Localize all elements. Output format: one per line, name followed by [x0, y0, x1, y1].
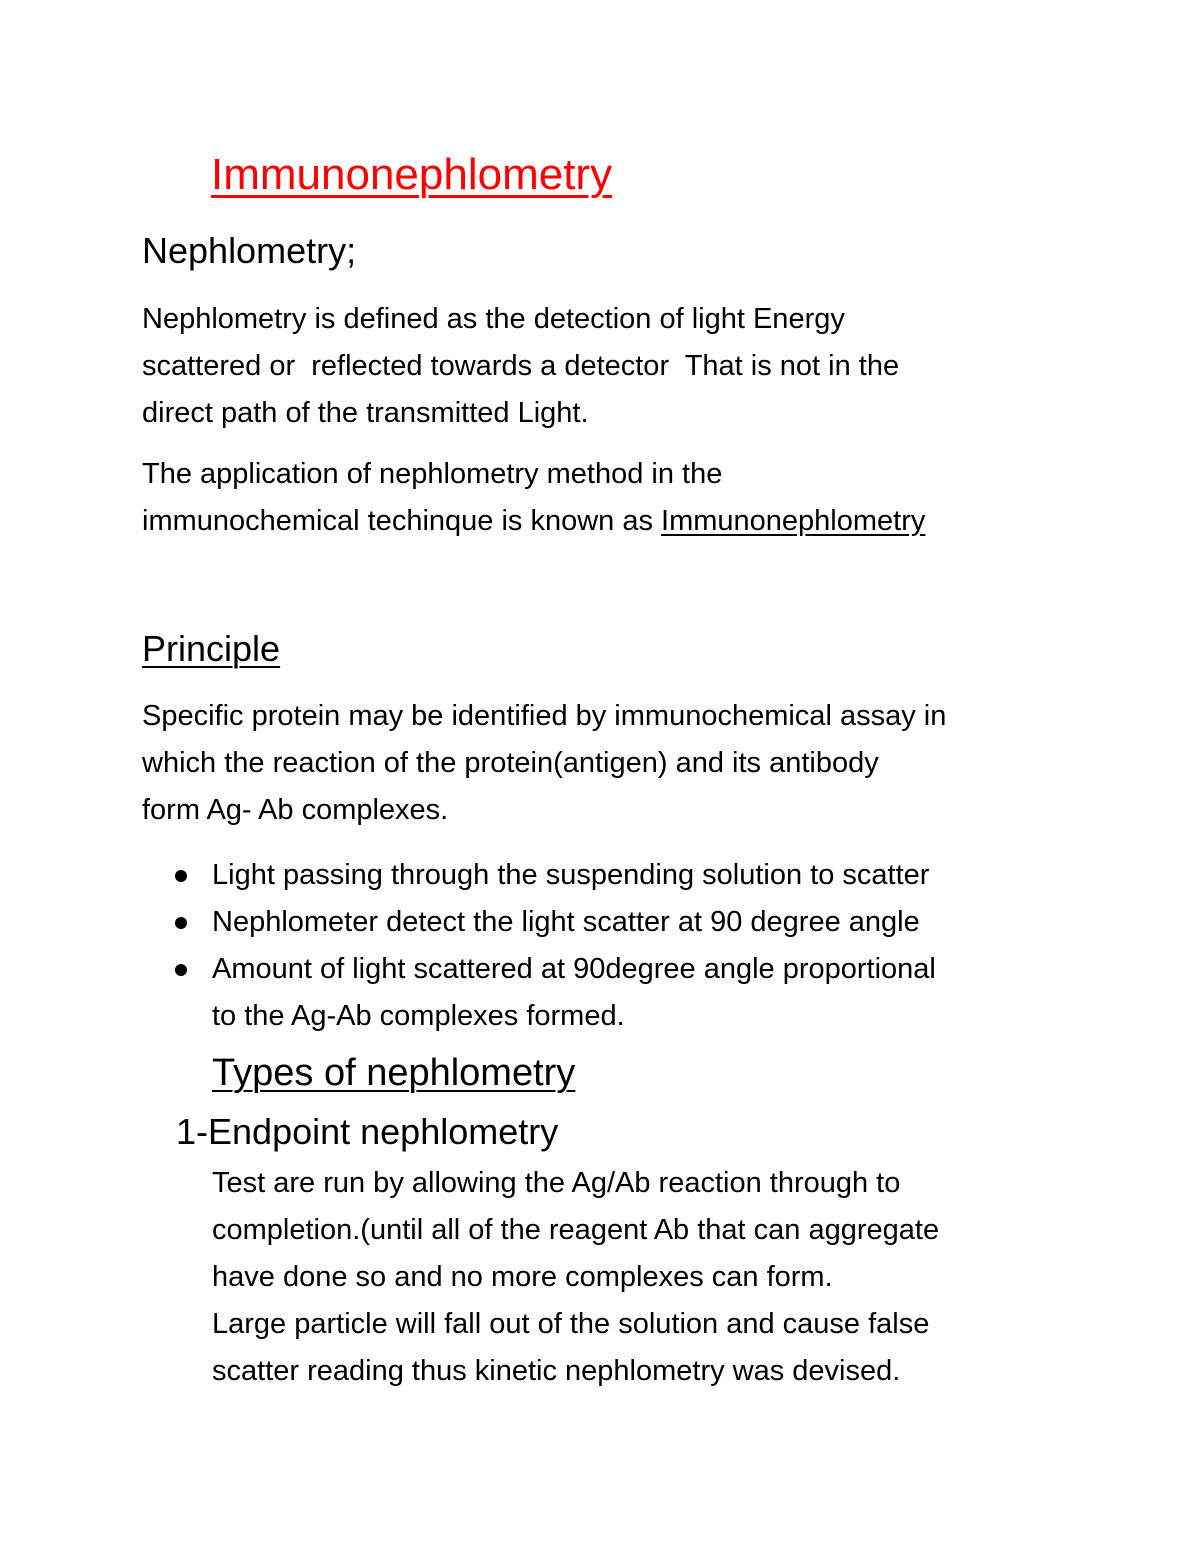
bullet-dot-icon [175, 917, 187, 929]
principle-line: form Ag- Ab complexes. [142, 794, 449, 826]
heading-nephlometry: Nephlometry; [142, 230, 357, 271]
paragraph-definition [142, 296, 899, 437]
endpoint-line: Large particle will fall out of the solution and cause false [212, 1308, 930, 1340]
list-item [142, 946, 936, 1040]
principle-bullet-list [142, 852, 936, 1040]
endpoint-line: Test are run by allowing the Ag/Ab reaction through to [212, 1167, 901, 1199]
paragraph-principle [142, 693, 946, 834]
endpoint-line: completion.(until all of the reagent Ab that can aggregate [212, 1214, 940, 1246]
application-line: The application of nephlometry method in the [142, 458, 723, 490]
paragraph-application [142, 451, 925, 545]
endpoint-line: scatter reading thus kinetic nephlometry was devised. [212, 1355, 901, 1387]
bullet-text: Nephlometer detect the light scatter at 90 degree angle [212, 906, 920, 938]
heading-principle: Principle [142, 628, 281, 669]
principle-line: which the reaction of the protein(antigen) and its antibody [142, 747, 879, 779]
definition-line: scattered or reflected towards a detector That is not in the [142, 350, 900, 382]
definition-line: Nephlometry is defined as the detection of light Energy [142, 303, 845, 335]
application-term: Immunonephlometry [661, 505, 926, 537]
list-item [142, 852, 936, 899]
bullet-text: to the Ag-Ab complexes formed. [212, 1000, 625, 1032]
bullet-text: Light passing through the suspending solution to scatter [212, 859, 930, 891]
principle-line: Specific protein may be identified by immunochemical assay in [142, 700, 947, 732]
bullet-dot-icon [175, 964, 187, 976]
list-item [142, 899, 936, 946]
endpoint-line: have done so and no more complexes can form. [212, 1261, 833, 1293]
document-title: Immunonephlometry [211, 150, 613, 199]
definition-line: direct path of the transmitted Light. [142, 397, 589, 429]
paragraph-endpoint [212, 1160, 939, 1395]
bullet-dot-icon [175, 870, 187, 882]
heading-types: Types of nephlometry [212, 1052, 576, 1094]
application-line: immunochemical techinque is known as [142, 505, 662, 537]
subheading-endpoint: 1-Endpoint nephlometry [176, 1111, 559, 1152]
bullet-text: Amount of light scattered at 90degree angle proportional [212, 953, 936, 985]
